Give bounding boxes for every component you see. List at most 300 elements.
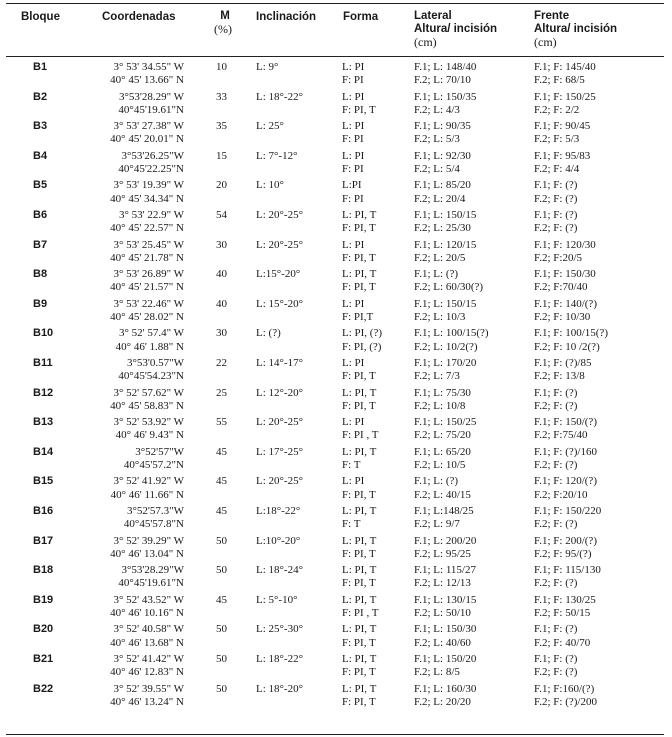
lateral-cell xyxy=(414,623,476,649)
slope-m-cell xyxy=(216,91,227,104)
block-id-text: B22 xyxy=(33,682,54,695)
slope-m-text: 50 xyxy=(216,682,227,695)
block-id-cell xyxy=(33,505,53,518)
block-id-cell xyxy=(33,357,53,370)
block-id-text: B8 xyxy=(33,268,48,281)
front-text: F.2; F: 13/8 xyxy=(534,370,585,383)
inclination-text: L: 10° xyxy=(256,179,284,192)
lateral-text: F.1; L: 150/30 xyxy=(414,623,477,636)
front-text: F.2; F: (?) xyxy=(534,666,578,679)
coordinates-text: 3° 53' 19.39" W xyxy=(113,179,184,192)
coordinates-text: 3° 53' 26.89" W xyxy=(113,268,184,281)
front-text: F.1; F: (?) xyxy=(534,209,578,221)
front-cell xyxy=(534,91,596,117)
header-lateral: Lateral Altura/ incisión (cm) xyxy=(414,10,498,49)
coordinates-text: 3° 52' 57.62" W xyxy=(113,386,184,399)
lateral-cell xyxy=(414,535,476,561)
table-row xyxy=(0,387,672,416)
inclination-text: L: 12°-20° xyxy=(256,386,303,399)
front-text: F.2; F:20/10 xyxy=(534,488,588,501)
lateral-text: F.2; L: 20/4 xyxy=(414,192,466,205)
slope-m-text: 40 xyxy=(216,297,227,310)
coordinates-text: 40°45'57.2"N xyxy=(123,459,184,471)
shape-text: F: PI, T xyxy=(342,547,376,560)
inclination-text: L: 9° xyxy=(256,61,279,73)
block-id-cell xyxy=(33,268,47,281)
front-cell xyxy=(534,683,597,709)
block-id-cell xyxy=(33,535,53,548)
shape-text: F: PI xyxy=(342,133,364,146)
block-id-cell xyxy=(33,653,53,666)
slope-m-text: 50 xyxy=(216,653,227,665)
inclination-cell xyxy=(256,120,284,133)
slope-m-text: 54 xyxy=(216,209,227,221)
shape-text: L: PI xyxy=(342,120,365,133)
shape-cell xyxy=(342,505,376,531)
coordinates-cell xyxy=(92,357,184,383)
lateral-cell xyxy=(414,446,471,472)
shape-cell xyxy=(342,150,364,176)
shape-text: L: PI xyxy=(342,357,365,369)
shape-cell xyxy=(342,416,378,442)
shape-cell xyxy=(342,594,378,620)
slope-m-cell xyxy=(216,239,227,252)
coordinates-cell xyxy=(92,653,184,679)
inclination-cell xyxy=(256,327,281,340)
inclination-cell xyxy=(256,150,298,163)
lateral-cell xyxy=(414,357,476,383)
table-row xyxy=(0,594,672,623)
slope-m-cell xyxy=(216,594,227,607)
shape-text: L: PI, T xyxy=(342,505,377,517)
slope-m-text: 30 xyxy=(216,327,227,340)
block-id-text: B20 xyxy=(33,623,54,636)
block-id-text: B10 xyxy=(33,327,54,340)
front-cell xyxy=(534,653,577,679)
coordinates-text: 40°45'19.61"N xyxy=(118,577,184,590)
front-text: F.1; F: 95/83 xyxy=(534,149,591,162)
slope-m-cell xyxy=(216,535,227,548)
inclination-cell xyxy=(256,475,303,488)
lateral-text: F.1; L: 150/20 xyxy=(414,653,477,665)
coordinates-text: 3°52'57.3"W xyxy=(126,505,184,517)
table-row xyxy=(0,475,672,504)
coordinates-cell xyxy=(92,120,184,146)
shape-text: L: PI, T xyxy=(342,682,377,695)
inclination-text: L: 14°-17° xyxy=(256,357,303,369)
front-text: F.2; F:75/40 xyxy=(534,429,588,442)
front-text: F.2; F: 2/2 xyxy=(534,103,580,116)
slope-m-cell xyxy=(216,209,227,222)
block-id-text: B9 xyxy=(33,297,48,310)
table-bottom-rule xyxy=(6,734,664,735)
lateral-text: F.1; L: 130/15 xyxy=(414,593,477,606)
slope-m-text: 25 xyxy=(216,386,227,399)
slope-m-cell xyxy=(216,357,227,370)
front-cell xyxy=(534,623,590,649)
slope-m-text: 35 xyxy=(216,120,227,133)
lateral-cell xyxy=(414,209,476,235)
block-id-cell xyxy=(33,298,47,311)
lateral-cell xyxy=(414,475,471,501)
block-id-cell xyxy=(33,446,53,459)
table-row xyxy=(0,446,672,475)
slope-m-text: 40 xyxy=(216,268,227,281)
lateral-text: F.2; L: 8/5 xyxy=(414,666,460,679)
front-text: F.1; F: 150/220 xyxy=(534,505,602,517)
coordinates-text: 40°45'57.8"N xyxy=(123,518,184,531)
table-row xyxy=(0,179,672,208)
coordinates-text: 3°52'57"W xyxy=(135,445,184,458)
shape-cell xyxy=(342,683,376,709)
shape-text: L: PI, T xyxy=(342,268,377,281)
shape-cell xyxy=(342,120,364,146)
lateral-cell xyxy=(414,179,471,205)
coordinates-cell xyxy=(92,446,184,472)
front-text: F.1; F: 120/(?) xyxy=(534,475,597,488)
front-text: F.2; F: (?) xyxy=(534,399,578,412)
block-id-cell xyxy=(33,594,53,607)
block-id-cell xyxy=(33,623,53,636)
header-coordenadas: Coordenadas xyxy=(102,11,176,23)
shape-text: L: PI, T xyxy=(342,386,377,399)
shape-cell xyxy=(342,268,376,294)
front-text: F.1; F:160/(?) xyxy=(534,682,595,695)
block-id-cell xyxy=(33,120,47,133)
inclination-cell xyxy=(256,209,303,222)
shape-text: F: PI, T xyxy=(342,222,376,235)
front-cell xyxy=(534,594,596,620)
lateral-cell xyxy=(414,239,476,265)
slope-m-text: 22 xyxy=(216,357,227,369)
lateral-cell xyxy=(414,653,476,679)
slope-m-text: 55 xyxy=(216,416,227,429)
block-id-text: B1 xyxy=(33,61,48,73)
inclination-text: L: 5°-10° xyxy=(256,593,298,606)
table-row xyxy=(0,91,672,120)
lateral-text: F.2; L: 20/5 xyxy=(414,251,466,264)
lateral-text: F.1; L: 85/20 xyxy=(414,179,471,192)
block-id-cell xyxy=(33,91,47,104)
coordinates-text: 3° 52' 39.29" W xyxy=(113,534,184,547)
coordinates-text: 40° 46' 12.83" N xyxy=(110,666,184,679)
inclination-text: L: 15°-20° xyxy=(256,297,303,310)
block-id-text: B2 xyxy=(33,90,48,103)
slope-m-cell xyxy=(216,387,227,400)
shape-cell xyxy=(342,327,382,353)
inclination-cell xyxy=(256,239,303,252)
block-id-text: B18 xyxy=(33,564,54,577)
coordinates-text: 40° 45' 13.66" N xyxy=(110,74,184,87)
inclination-cell xyxy=(256,268,300,281)
coordinates-text: 3° 52' 40.58" W xyxy=(113,623,184,636)
slope-m-text: 10 xyxy=(216,61,227,73)
coordinates-cell xyxy=(92,179,184,205)
lateral-text: F.1; L: 120/15 xyxy=(414,238,477,251)
lateral-text: F.1; L: 115/27 xyxy=(414,564,476,577)
slope-m-text: 50 xyxy=(216,534,227,547)
coordinates-cell xyxy=(92,268,184,294)
slope-m-cell xyxy=(216,475,227,488)
slope-m-cell xyxy=(216,564,227,577)
front-cell xyxy=(534,150,590,176)
lateral-cell xyxy=(414,91,476,117)
lateral-text: F.1; L: (?) xyxy=(414,475,459,488)
coordinates-text: 40° 46' 13.68" N xyxy=(110,636,184,649)
slope-m-text: 45 xyxy=(216,505,227,517)
coordinates-cell xyxy=(92,564,184,590)
lateral-text: F.1; L: 148/40 xyxy=(414,61,477,73)
table-row xyxy=(0,209,672,238)
front-cell xyxy=(534,535,597,561)
inclination-text: L: (?) xyxy=(256,327,281,340)
shape-cell xyxy=(342,387,376,413)
front-cell xyxy=(534,209,577,235)
coordinates-text: 3° 53' 22.9" W xyxy=(118,209,184,221)
inclination-cell xyxy=(256,416,303,429)
front-text: F.2; F: 10 /2(?) xyxy=(534,340,600,353)
inclination-text: L: 25° xyxy=(256,120,284,133)
front-text: F.1; F: (?) xyxy=(534,386,578,399)
coordinates-cell xyxy=(92,61,184,87)
shape-text: L: PI, T xyxy=(342,564,377,577)
front-text: F.2; F:20/5 xyxy=(534,251,583,264)
lateral-text: F.2; L: 75/20 xyxy=(414,429,471,442)
coordinates-text: 40° 46' 11.66" N xyxy=(110,488,184,501)
shape-text: F: PI,T xyxy=(342,311,374,323)
shape-text: L: PI, (?) xyxy=(342,327,383,340)
shape-text: F: PI, T xyxy=(342,666,376,679)
slope-m-cell xyxy=(216,298,227,311)
shape-cell xyxy=(342,475,376,501)
front-text: F.1; F: 200/(?) xyxy=(534,534,597,547)
coordinates-text: 40° 45' 28.02" N xyxy=(110,311,184,323)
coordinates-text: 3°53'28.29" W xyxy=(118,90,184,103)
table-row xyxy=(0,120,672,149)
block-id-text: B21 xyxy=(33,653,54,665)
coordinates-cell xyxy=(92,683,184,709)
front-text: F.1; F: 150/30 xyxy=(534,268,596,281)
lateral-cell xyxy=(414,387,471,413)
shape-text: L: PI, T xyxy=(342,653,377,665)
shape-text: L: PI xyxy=(342,61,365,73)
inclination-text: L: 20°-25° xyxy=(256,238,303,251)
slope-m-text: 33 xyxy=(216,90,227,103)
lateral-text: F.1; L: 150/15 xyxy=(414,297,477,310)
shape-text: L: PI xyxy=(342,90,365,103)
inclination-cell xyxy=(256,387,303,400)
inclination-text: L: 18°-24° xyxy=(256,564,303,577)
coordinates-cell xyxy=(92,150,184,176)
lateral-cell xyxy=(414,416,476,442)
lateral-text: F.2; L: 10/5 xyxy=(414,459,466,471)
shape-text: L: PI xyxy=(342,149,365,162)
inclination-text: L: 7°-12° xyxy=(256,149,298,162)
lateral-text: F.1; L: 65/20 xyxy=(414,445,471,458)
lateral-text: F.2; L: 10/2(?) xyxy=(414,340,478,353)
inclination-cell xyxy=(256,623,303,636)
lateral-text: F.2; L: 7/3 xyxy=(414,370,460,383)
front-cell xyxy=(534,298,597,324)
slope-m-cell xyxy=(216,446,227,459)
front-text: F.2; F: 68/5 xyxy=(534,74,585,87)
table-row xyxy=(0,61,672,90)
lateral-text: F.2; L: 12/13 xyxy=(414,577,471,590)
coordinates-text: 3° 53' 34.55" W xyxy=(113,61,184,73)
shape-text: L: PI, T xyxy=(342,593,377,606)
lateral-text: F.1; L: 160/30 xyxy=(414,682,477,695)
lateral-cell xyxy=(414,505,474,531)
coordinates-text: 40°45'54.23"N xyxy=(118,370,184,383)
front-cell xyxy=(534,475,597,501)
lateral-text: F.1; L: 150/35 xyxy=(414,90,477,103)
coordinates-text: 40° 45' 21.57" N xyxy=(110,281,184,294)
inclination-cell xyxy=(256,446,303,459)
slope-m-text: 20 xyxy=(216,179,227,192)
shape-text: F: PI, T xyxy=(342,370,376,383)
front-cell xyxy=(534,327,608,353)
lateral-text: F.2; L: 10/3 xyxy=(414,311,466,323)
lateral-cell xyxy=(414,683,476,709)
inclination-cell xyxy=(256,653,303,666)
block-id-text: B17 xyxy=(33,534,54,547)
shape-text: L: PI xyxy=(342,475,365,488)
table-row xyxy=(0,268,672,297)
front-text: F.2; F: 10/30 xyxy=(534,311,591,323)
coordinates-text: 40°45'19.61"N xyxy=(118,103,184,116)
coordinates-text: 40° 46' 13.24" N xyxy=(110,695,184,708)
shape-text: F: PI, T xyxy=(342,636,376,649)
block-id-cell xyxy=(33,61,47,74)
block-id-cell xyxy=(33,239,47,252)
shape-text: F: T xyxy=(342,459,361,471)
shape-text: L: PI, T xyxy=(342,209,377,221)
front-text: F.1; F: (?) xyxy=(534,179,578,192)
inclination-cell xyxy=(256,594,298,607)
shape-text: L: PI, T xyxy=(342,445,377,458)
coordinates-text: 40° 45' 34.34" N xyxy=(110,192,184,205)
inclination-cell xyxy=(256,91,303,104)
coordinates-cell xyxy=(92,298,184,324)
inclination-text: L: 20°-25° xyxy=(256,475,303,488)
inclination-cell xyxy=(256,505,300,518)
shape-text: F: PI, T xyxy=(342,488,376,501)
lateral-text: F.1; L: 100/15(?) xyxy=(414,327,489,340)
shape-cell xyxy=(342,446,376,472)
table-row xyxy=(0,416,672,445)
lateral-text: F.1; L: 170/20 xyxy=(414,357,477,369)
front-cell xyxy=(534,387,577,413)
inclination-cell xyxy=(256,61,278,74)
shape-cell xyxy=(342,61,364,87)
front-cell xyxy=(534,416,597,442)
lateral-text: F.2; L: 10/8 xyxy=(414,399,466,412)
front-cell xyxy=(534,564,601,590)
lateral-text: F.2; L: 40/15 xyxy=(414,488,471,501)
coordinates-text: 40° 45' 20.01" N xyxy=(110,133,184,146)
coordinates-text: 3° 52' 39.55" W xyxy=(113,682,184,695)
inclination-cell xyxy=(256,357,303,370)
lateral-cell xyxy=(414,120,471,146)
shape-text: F: PI, T xyxy=(342,695,376,708)
shape-text: L: PI xyxy=(342,416,365,429)
lateral-text: F.2; L: 20/20 xyxy=(414,695,471,708)
coordinates-cell xyxy=(92,91,184,117)
coordinates-text: 40° 45' 22.57" N xyxy=(110,222,184,235)
block-id-text: B15 xyxy=(33,475,54,488)
lateral-text: F.1; L: (?) xyxy=(414,268,459,281)
shape-cell xyxy=(342,623,376,649)
header-inclinacion: Inclinación xyxy=(256,11,317,23)
lateral-text: F.2; L: 4/3 xyxy=(414,103,460,116)
shape-text: F: PI, T xyxy=(342,577,376,590)
front-text: F.2; F: (?)/200 xyxy=(534,695,597,708)
header-frente: Frente Altura/ incisión (cm) xyxy=(534,10,618,49)
slope-m-cell xyxy=(216,505,227,518)
table-row xyxy=(0,535,672,564)
coordinates-cell xyxy=(92,594,184,620)
block-id-cell xyxy=(33,179,47,192)
inclination-cell xyxy=(256,683,303,696)
inclination-text: L: 25°-30° xyxy=(256,623,303,636)
header-rule xyxy=(6,56,664,57)
shape-cell xyxy=(342,653,376,679)
front-text: F.1; F: (?) xyxy=(534,623,578,636)
lateral-text: F.2; L: 70/10 xyxy=(414,74,471,87)
slope-m-text: 45 xyxy=(216,475,227,488)
front-text: F.1; F: (?) xyxy=(534,653,578,665)
inclination-text: L: 20°-25° xyxy=(256,209,303,221)
slope-m-cell xyxy=(216,61,227,74)
coordinates-cell xyxy=(92,535,184,561)
table-row xyxy=(0,327,672,356)
table-row xyxy=(0,683,672,712)
lateral-cell xyxy=(414,594,476,620)
block-id-cell xyxy=(33,683,53,696)
coordinates-cell xyxy=(92,239,184,265)
front-text: F.1; F: 130/25 xyxy=(534,593,596,606)
lateral-text: F.2; L: 95/25 xyxy=(414,547,471,560)
front-text: F.2; F: 50/15 xyxy=(534,607,591,619)
coordinates-text: 3° 52' 41.92" W xyxy=(113,475,184,488)
lateral-text: F.1; L: 150/15 xyxy=(414,209,477,221)
lateral-text: F.1; L: 200/20 xyxy=(414,534,477,547)
slope-m-text: 50 xyxy=(216,564,227,577)
coordinates-cell xyxy=(92,623,184,649)
block-id-text: B14 xyxy=(33,445,54,458)
inclination-text: L: 18°-20° xyxy=(256,682,303,695)
block-id-text: B11 xyxy=(33,357,53,369)
shape-text: F: PI xyxy=(342,74,364,87)
block-id-text: B6 xyxy=(33,209,48,221)
front-text: F.1; F: 150/(?) xyxy=(534,416,597,429)
lateral-cell xyxy=(414,327,489,353)
shape-text: F: PI , T xyxy=(342,429,379,442)
shape-text: L: PI, T xyxy=(342,534,377,547)
inclination-text: L:15°-20° xyxy=(256,268,301,281)
shape-text: L: PI xyxy=(342,297,365,310)
shape-cell xyxy=(342,298,373,324)
block-id-cell xyxy=(33,209,47,222)
table-row xyxy=(0,564,672,593)
coordinates-text: 3°53'26.25"W xyxy=(121,149,184,162)
front-text: F.2; F: 95/(?) xyxy=(534,547,592,560)
block-id-cell xyxy=(33,475,53,488)
front-text: F.2; F: (?) xyxy=(534,518,578,531)
front-text: F.1; F: (?)/160 xyxy=(534,445,597,458)
shape-cell xyxy=(342,239,376,265)
lateral-cell xyxy=(414,150,471,176)
